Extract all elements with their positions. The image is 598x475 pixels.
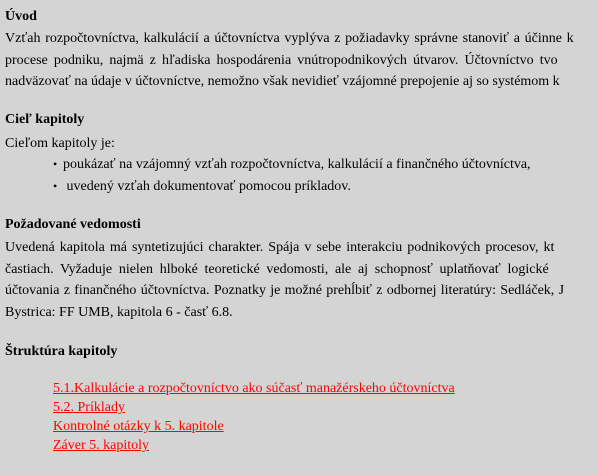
goal-item-1: poukázať na vzájomný vzťah rozpočtovníctva, kalkulácií a finančného účtovníctva, bbox=[63, 157, 531, 172]
link-kontrolne-otazky[interactable]: Kontrolné otázky k 5. kapitole bbox=[53, 419, 224, 434]
intro-line-2: procese podniku, najmä z hľadiska hospodárenia vnútropodnikových útvarov. Účtovníctvo tvo bbox=[5, 52, 558, 68]
goal-list-item bbox=[53, 176, 531, 198]
bullet-icon: • bbox=[53, 178, 58, 193]
link-priklady[interactable]: 5.2. Príklady bbox=[53, 400, 125, 415]
structure-heading: Štruktúra kapitoly bbox=[5, 344, 118, 359]
goal-list bbox=[5, 154, 531, 197]
intro-paragraph bbox=[5, 28, 574, 93]
knowledge-line-3: účtovania z finančného účtovníctva. Poznatky je možné prehĺbiť z odbornej literatúry: Sedláček, J bbox=[5, 283, 565, 298]
knowledge-line-1: Uvedená kapitola má syntetizujúci charakter. Spája v sebe interakciu podnikových procesov, kt bbox=[5, 240, 555, 255]
link-zaver[interactable]: Záver 5. kapitoly bbox=[53, 438, 150, 453]
intro-heading: Úvod bbox=[5, 9, 37, 24]
intro-line-1: Vzťah rozpočtovníctva, kalkulácií a účtovníctva vyplýva z požiadavky správne stanoviť a účinne k bbox=[5, 31, 574, 46]
link-kalkulacie[interactable]: 5.1.Kalkulácie a rozpočtovníctvo ako súčasť manažérskeho účtovníctva bbox=[53, 381, 455, 396]
intro-line-3: nadväzovať na údaje v účtovníctve, nemožno však nevidieť vzájomné prepojenie aj so systémom k bbox=[5, 74, 560, 89]
goal-item-2: uvedený vzťah dokumentovať pomocou príkladov. bbox=[63, 178, 351, 194]
knowledge-paragraph bbox=[5, 237, 564, 323]
structure-links bbox=[5, 379, 455, 455]
goal-heading: Cieľ kapitoly bbox=[5, 112, 85, 127]
knowledge-line-2: častiach. Vyžaduje nielen hlboké teoretické vedomosti, ale aj schopnosť uplatňovať logické bbox=[5, 261, 549, 277]
knowledge-heading: Požadované vedomosti bbox=[5, 217, 141, 232]
goal-intro: Cieľom kapitoly je: bbox=[5, 136, 115, 151]
bullet-icon: • bbox=[53, 157, 58, 171]
knowledge-line-4: Bystrica: FF UMB, kapitola 6 - časť 6.8. bbox=[5, 304, 233, 320]
goal-list-item bbox=[53, 154, 531, 176]
